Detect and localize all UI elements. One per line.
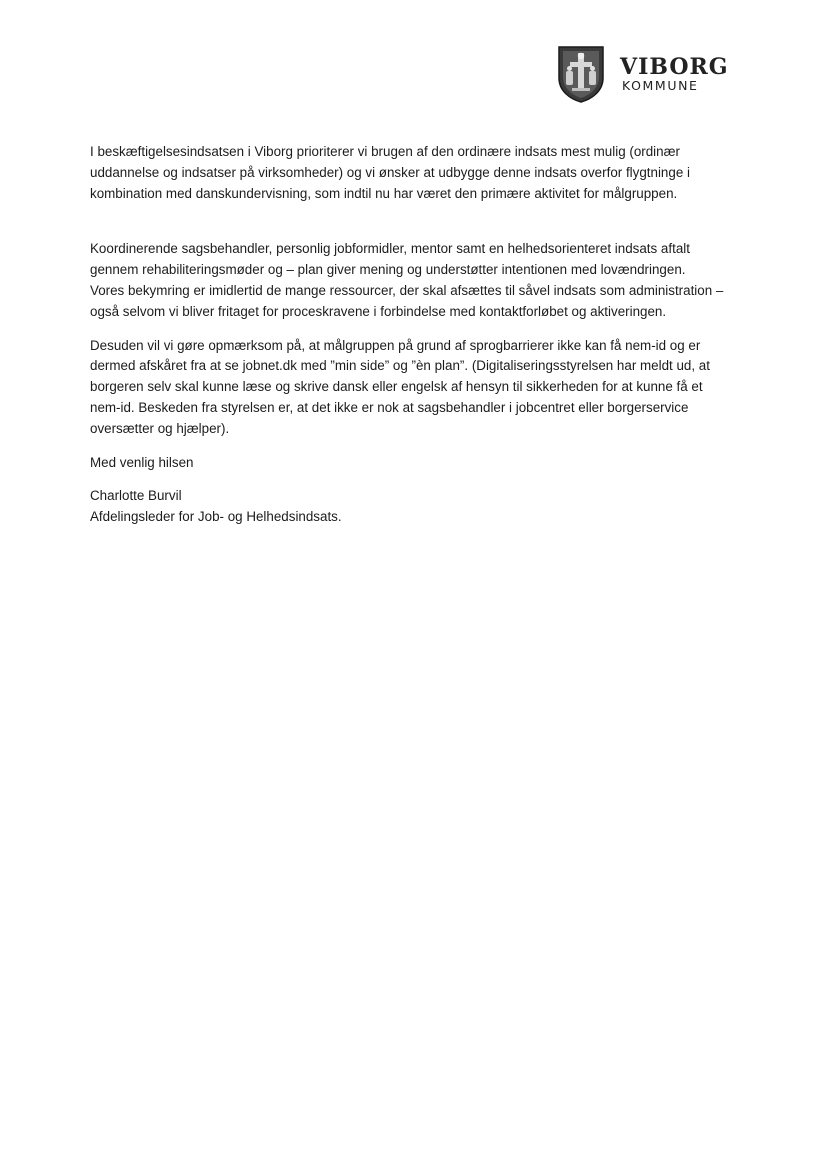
paragraph-nem-id bbox=[90, 336, 740, 440]
signature-title: Afdelingsleder for Job- og Helhedsindsats. bbox=[90, 509, 342, 525]
coat-of-arms-icon bbox=[556, 44, 606, 104]
text-line: Vores bekymring er imidlertid de mange ressourcer, der skal afsættes til såvel indsats som administration – bbox=[90, 282, 724, 298]
text-line: kombination med danskundervisning, som indtil nu har været den primære aktivitet for målgruppen. bbox=[90, 185, 678, 201]
logo-name: VIBORG bbox=[620, 54, 729, 80]
text-line: også selvom vi bliver fritaget for proceskravene i forbindelse med kontaktforløbet og aktiveringen. bbox=[90, 303, 667, 319]
text-line: Desuden vil vi gøre opmærksom på, at målgruppen på grund af sprogbarrierer ikke kan få nem-id og er bbox=[90, 337, 701, 353]
signature-block bbox=[90, 486, 740, 528]
text-line: borgeren selv skal kunne læse og skrive dansk eller engelsk af hensyn til sikkerheden for at kunne få et bbox=[90, 379, 703, 395]
paragraph-employment-priorities bbox=[90, 142, 740, 204]
text-line: dermed afskåret fra at se jobnet.dk med ”min side” og ”èn plan”. (Digitaliseringsstyrelsen har meldt ud, at bbox=[90, 358, 710, 374]
logo-wordmark bbox=[620, 54, 729, 93]
paragraph-coordination-concerns bbox=[90, 239, 740, 322]
text-line: nem-id. Beskeden fra styrelsen er, at det ikke er nok at sagsbehandler i jobcentret eller borgerservice bbox=[90, 399, 689, 415]
viborg-kommune-logo bbox=[556, 44, 729, 106]
text-line: oversætter og hjælper). bbox=[90, 420, 230, 436]
closing-greeting: Med venlig hilsen bbox=[90, 454, 194, 470]
text-line: uddannelse og indsatser på virksomheder) og vi ønsker at udbygge denne indsats overfor flygtninge i bbox=[90, 164, 690, 180]
text-line: gennem rehabiliteringsmøder og – plan giver mening og understøtter intentionen med lovændringen. bbox=[90, 262, 686, 278]
logo-subtitle: KOMMUNE bbox=[622, 78, 699, 93]
letter-body bbox=[90, 142, 740, 528]
text-line: Koordinerende sagsbehandler, personlig jobformidler, mentor samt en helhedsorienteret indsats aftalt bbox=[90, 241, 690, 257]
text-line: I beskæftigelsesindsatsen i Viborg prioriterer vi brugen af den ordinære indsats mest mulig (ordinær bbox=[90, 144, 680, 159]
signature-name: Charlotte Burvil bbox=[90, 488, 182, 504]
